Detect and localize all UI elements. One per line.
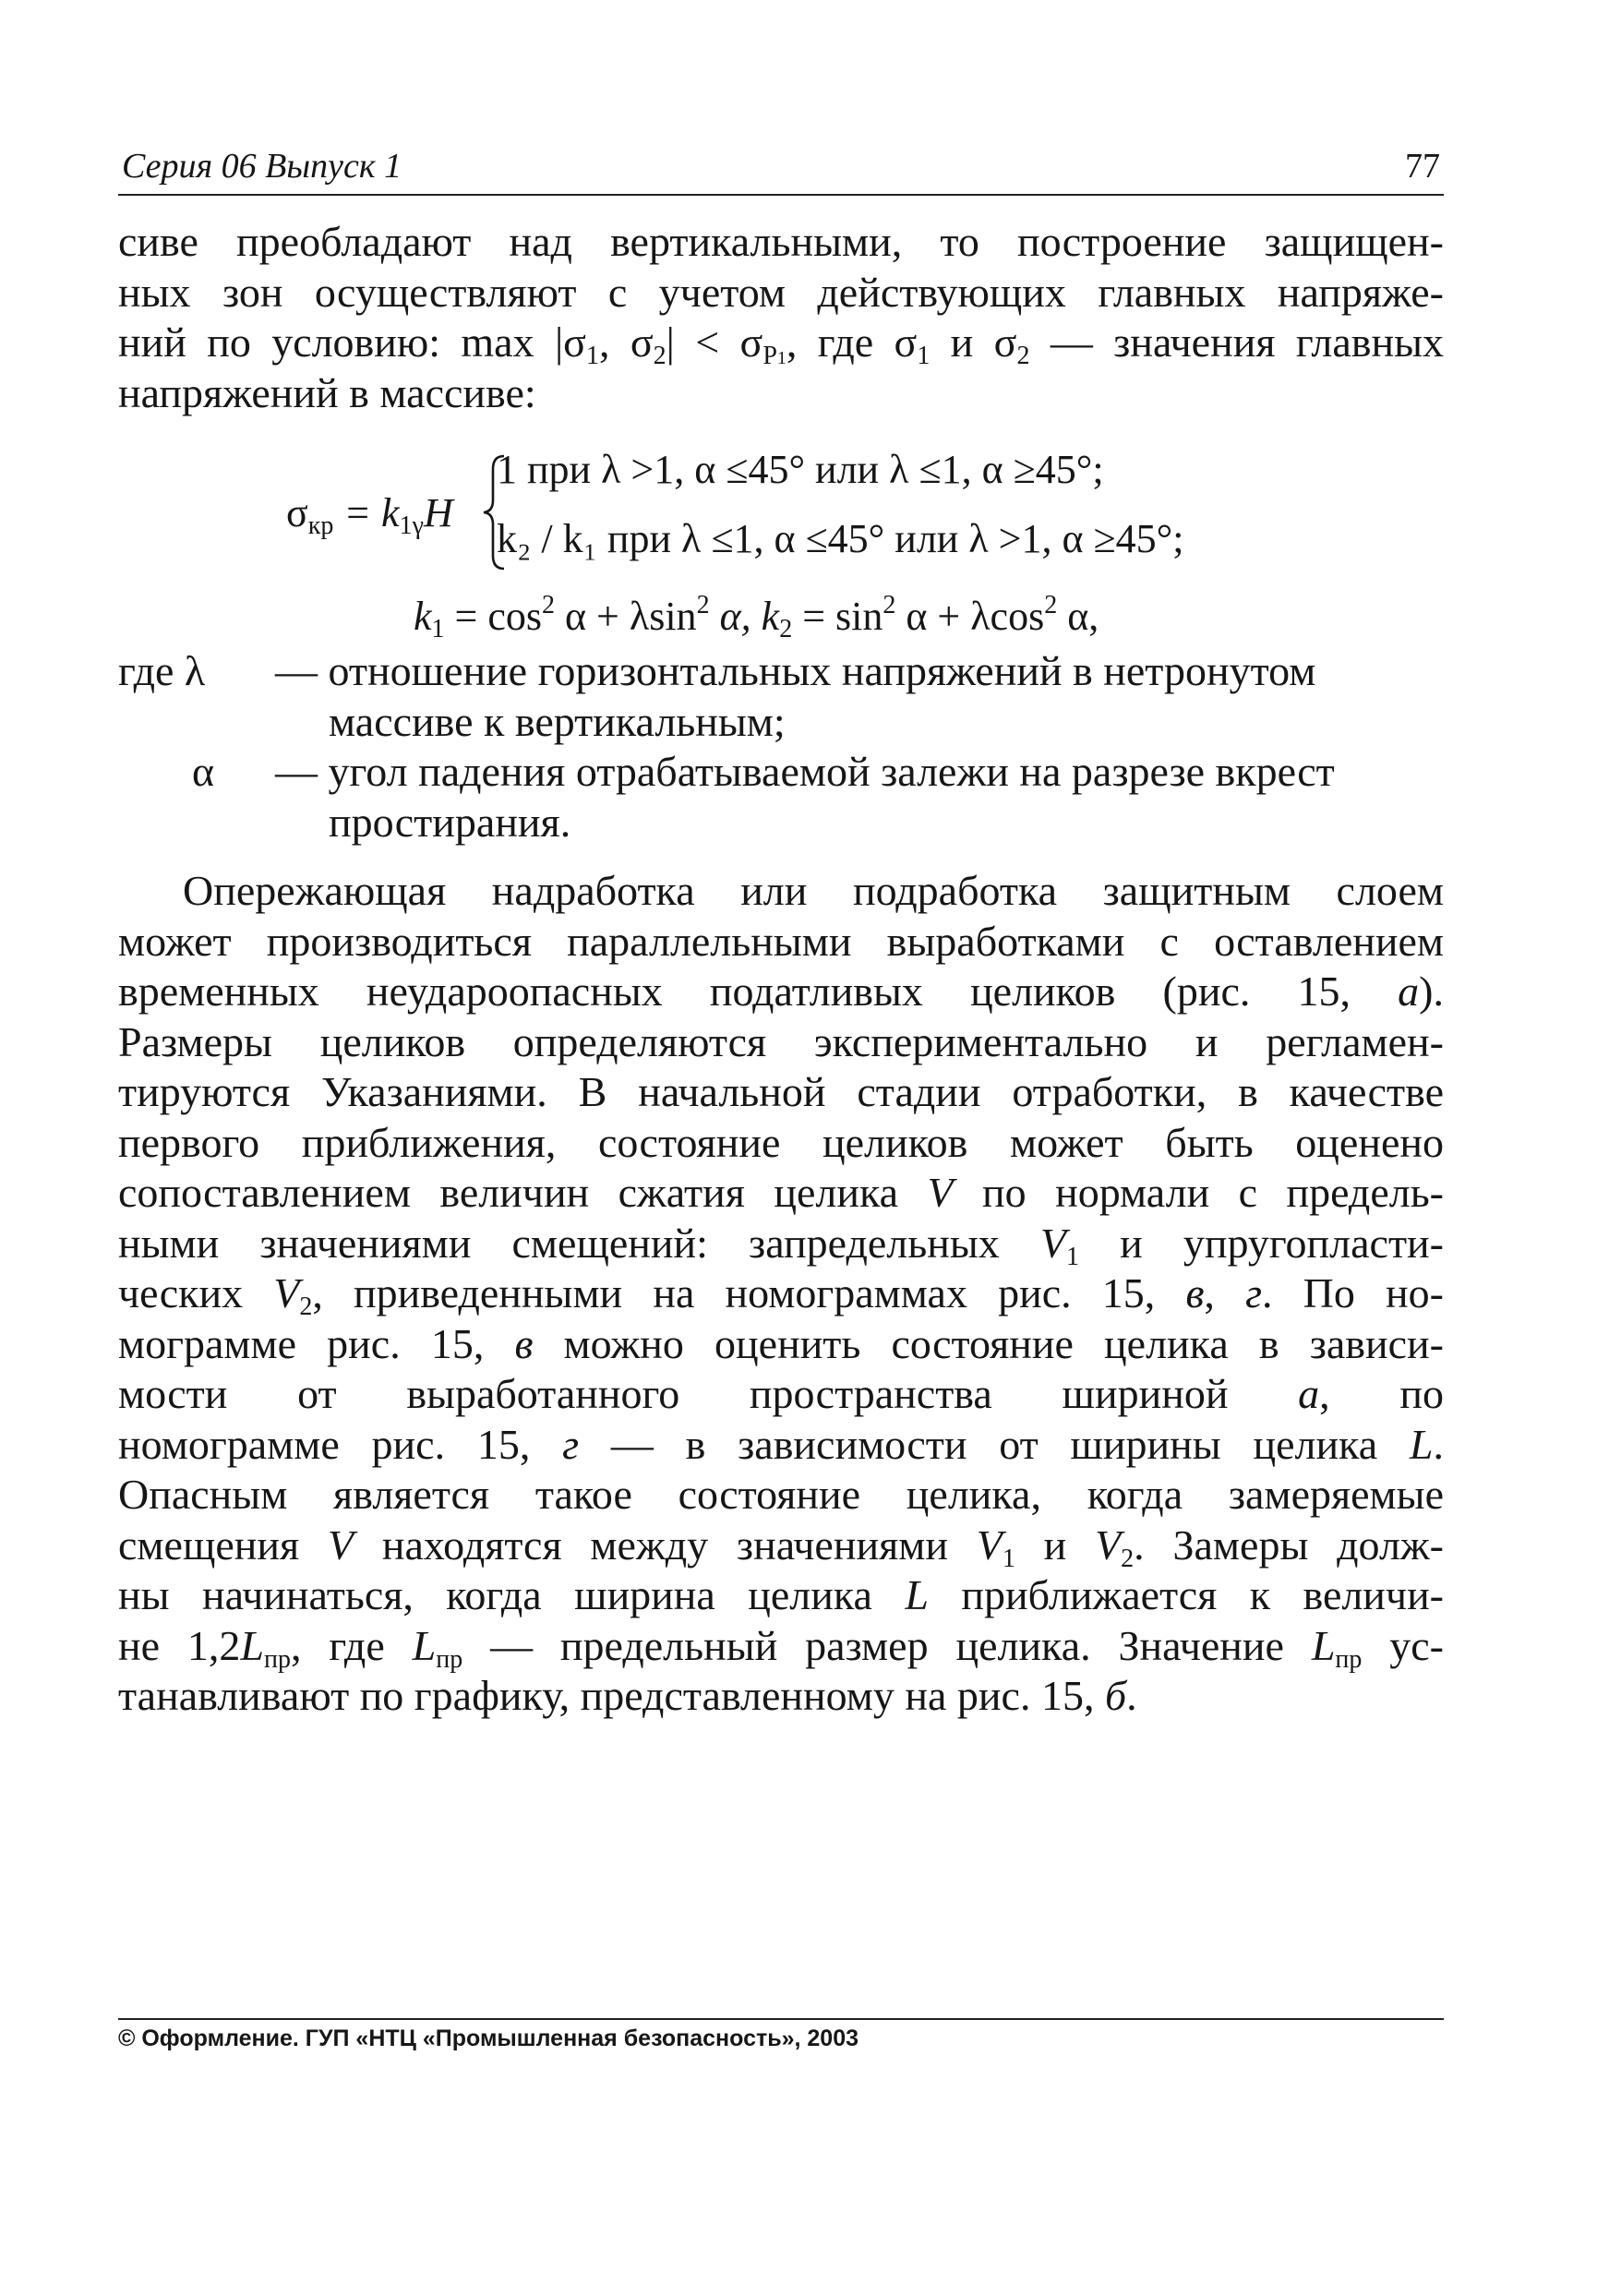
definition-symbol: α bbox=[192, 748, 215, 795]
definition-text: — отношение горизонтальных напряжений в нетронутом массиве к вертикальным; bbox=[275, 647, 1316, 745]
text-line: Опасным является такое состояние целика, когда замеряемые bbox=[118, 1471, 1444, 1518]
text-line: временных неудароопасных податливых целиков (рис. 15, а). bbox=[118, 968, 1444, 1015]
formula-case-1: 1 при λ >1, α ≤45° или λ ≤1, α ≥45°; bbox=[497, 447, 1104, 492]
page-number: 77 bbox=[1405, 147, 1440, 186]
text-line: Размеры целиков определяются экспериментально и регламен- bbox=[118, 1017, 1444, 1065]
text-line: может производиться параллельными выработками с оставлением bbox=[118, 917, 1444, 965]
text-line: номограмме рис. 15, г — в зависимости от ширины целика L. bbox=[118, 1420, 1444, 1468]
text-line: ны начинаться, когда ширина целика L приближается к величи- bbox=[118, 1571, 1444, 1618]
footer-divider bbox=[118, 2018, 1444, 2020]
definition-text: — угол падения отрабатываемой залежи на разрезе вкрест простирания. bbox=[275, 748, 1335, 846]
formula-case-2: k₂ / k₁ при λ ≤1, α ≤45° или λ >1, α ≥45°; bbox=[497, 516, 1184, 561]
paragraph-intro bbox=[118, 217, 1444, 418]
definitions-list bbox=[118, 646, 1444, 847]
page-header bbox=[118, 138, 1444, 196]
text-line: ческих $V_2$, приведенными на номограммах рис. 15, в, г. По но- bbox=[118, 1269, 1444, 1321]
text-line: ных зон осуществляют с учетом действующих главных напряже- bbox=[118, 268, 1444, 316]
text-line: не $1,2L_{пр}$, где $L_{пр}$ — предельный размер целика. Значение $L_{пр}$ ус- bbox=[118, 1621, 1444, 1674]
definition-item bbox=[118, 747, 1444, 847]
text-line: ний по условию: $\max |\sigma_1$, $\sigma_2| < \sigma_{P1}$, где $\sigma_1$ и $\sigma_2$ — значения главных bbox=[118, 319, 1444, 370]
definition-item bbox=[118, 646, 1444, 747]
formula-sigma-kr: $\sigma_{кр} = k_{1\gamma}H$ bbox=[286, 490, 453, 540]
text-line: ными значениями смещений: запредельных $V_1$ и упругопласти- bbox=[118, 1219, 1444, 1271]
definition-symbol: где λ bbox=[118, 647, 206, 694]
text-line: напряжений в массиве: bbox=[118, 368, 536, 416]
text-line: Опережающая надработка или подработка защитным слоем bbox=[183, 867, 1444, 914]
text-line: мости от выработанного пространства шириной а, по bbox=[118, 1370, 1444, 1417]
text-line: тируются Указаниями. В начальной стадии отработки, в качестве bbox=[118, 1068, 1444, 1115]
series-label: Серия 06 Выпуск 1 bbox=[122, 147, 402, 186]
text-line: первого приближения, состояние целиков может быть оценено bbox=[118, 1118, 1444, 1166]
copyright-footer: © Оформление. ГУП «НТЦ «Промышленная безопасность», 2003 bbox=[118, 2026, 859, 2051]
text-line: мограмме рис. 15, в можно оценить состояние целика в зависи- bbox=[118, 1319, 1444, 1367]
text-line: танавливают по графику, представленному на рис. 15, б. bbox=[118, 1672, 1137, 1719]
text-line: сопоставлением величин сжатия целика V по нормали с предель- bbox=[118, 1169, 1444, 1216]
formula-k-definitions: $k_1 = \cos^2 \alpha + \lambda\sin^2$ α, $k_2 = \sin^2 \alpha + \lambda\cos^2$ α, bbox=[414, 591, 1099, 643]
text-line: сиве преобладают над вертикальными, то построение защищен- bbox=[118, 218, 1444, 265]
text-line: смещения V находятся между значениями $V_1$ и $V_2$. Замеры долж- bbox=[118, 1521, 1444, 1573]
paragraph-main bbox=[118, 866, 1444, 1722]
